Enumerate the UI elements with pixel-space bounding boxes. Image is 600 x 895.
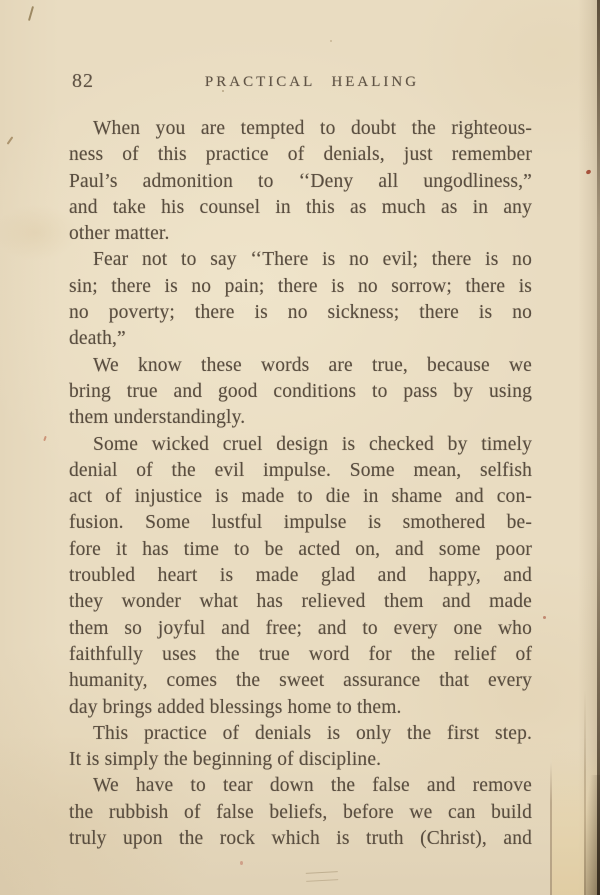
text-line: ness of this practice of denials, just remember: [69, 144, 532, 166]
red-speck-mark: [543, 616, 546, 619]
scratch-mark: [306, 871, 338, 882]
text-line: faithfully uses the true word for the relief of: [69, 643, 532, 665]
text-line: Paul’s admonition to ‘‘Deny all ungodliness,”: [69, 170, 532, 192]
running-title: PRACTICAL HEALING: [204, 74, 420, 90]
text-line: This practice of denials is only the first step.: [93, 722, 532, 744]
text-line: We know these words are true, because we: [93, 354, 532, 376]
text-line: humanity, comes the sweet assurance that every: [69, 670, 532, 692]
text-line: It is simply the beginning of discipline.: [69, 749, 382, 771]
text-line: Some wicked cruel design is checked by timely: [93, 433, 532, 455]
text-line: day brings added blessings home to them.: [69, 696, 402, 718]
text-line: troubled heart is made glad and happy, and: [69, 565, 532, 587]
paper-speck: [330, 40, 332, 42]
ink-slash-mark: [28, 6, 34, 21]
text-line: death,”: [69, 328, 126, 350]
text-line: truly upon the rock which is truth (Christ), and: [69, 828, 532, 850]
red-speck-mark: [43, 436, 47, 441]
text-line: them so joyful and free; and to every one who: [69, 617, 532, 639]
text-line: they wonder what has relieved them and made: [69, 591, 532, 613]
paper-speck: [222, 90, 224, 92]
text-line: denial of the evil impulse. Some mean, selfish: [69, 459, 532, 481]
text-line: bring true and good conditions to pass by using: [69, 380, 532, 402]
text-line: Fear not to say ‘‘There is no evil; there is no: [93, 249, 532, 271]
text-line: act of injustice is made to die in shame and con-: [69, 486, 532, 508]
paper-speck: [120, 700, 122, 702]
body-text: [69, 116, 532, 852]
text-line: other matter.: [69, 223, 170, 245]
text-line: and take his counsel in this as much as in any: [69, 196, 532, 218]
text-line: them understandingly.: [69, 407, 246, 429]
text-line: We have to tear down the false and remove: [93, 775, 532, 797]
text-line: fusion. Some lustful impulse is smothered be-: [69, 512, 532, 534]
pink-speck-mark: [240, 861, 243, 865]
text-line: fore it has time to be acted on, and some poor: [69, 538, 532, 560]
text-line: When you are tempted to doubt the righteous-: [93, 118, 532, 139]
page-edge-crease: [550, 762, 552, 895]
text-line: sin; there is no pain; there is no sorrow; there is: [69, 275, 532, 297]
text-line: no poverty; there is no sickness; there is no: [69, 302, 532, 324]
text-line: the rubbish of false beliefs, before we can build: [69, 801, 532, 823]
paper-fiber-mark: [7, 136, 14, 145]
page-number: 82: [72, 70, 94, 92]
